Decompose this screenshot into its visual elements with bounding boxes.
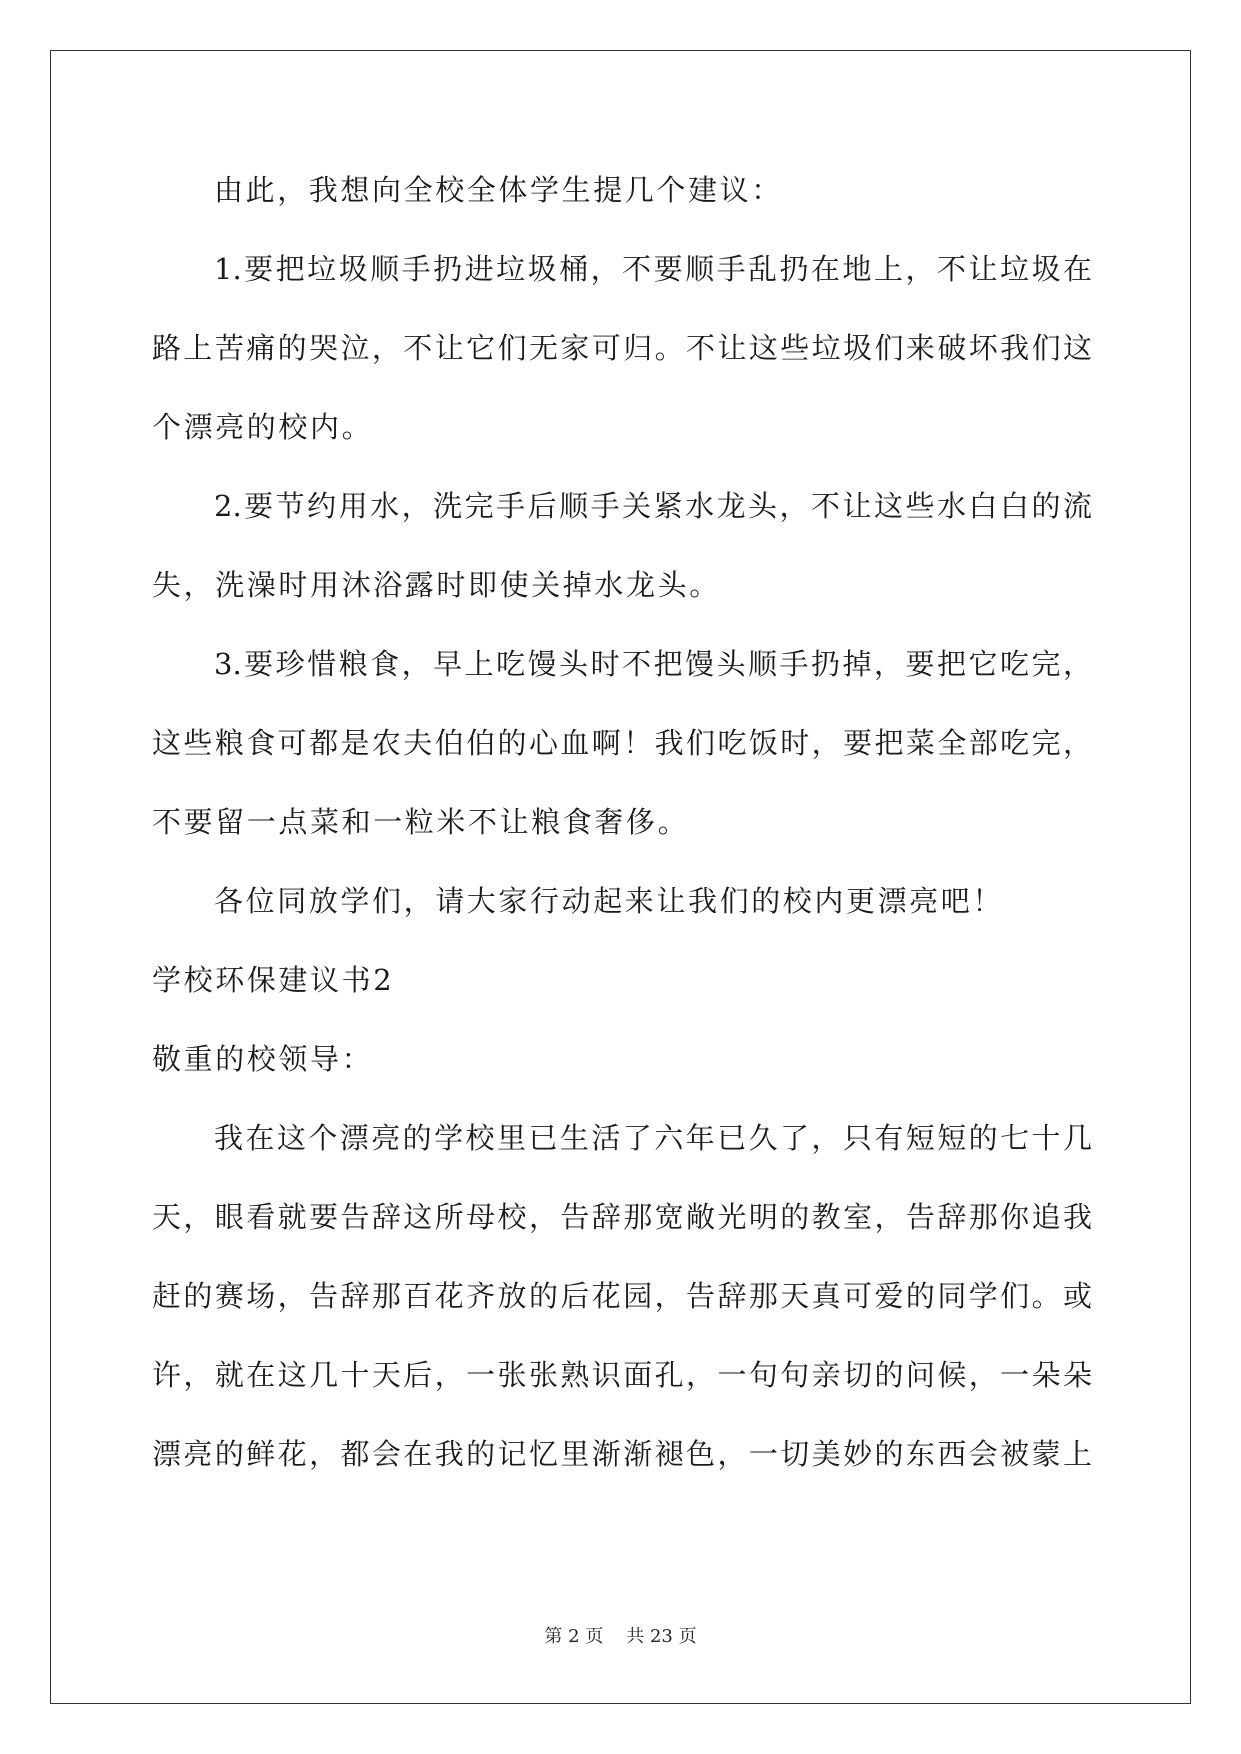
section-heading: 学校环保建议书2 xyxy=(152,963,395,997)
paragraph-letter-line-1: 我在这个漂亮的学校里已生活了六年已久了，只有短短的七十几 xyxy=(214,1121,1092,1155)
paragraph-suggestion-2-line-1: 2.要节约用水，洗完手后顺手关紧水龙头，不让这些水白白的流 xyxy=(214,489,1092,523)
salutation: 敬重的校领导： xyxy=(152,1042,374,1076)
paragraph-letter-line-2: 天，眼看就要告辞这所母校，告辞那宽敞光明的教室，告辞那你追我 xyxy=(152,1200,1092,1234)
paragraph-suggestion-intro: 由此，我想向全校全体学生提几个建议： xyxy=(214,173,783,207)
page-footer xyxy=(0,1625,1241,1649)
paragraph-suggestion-3-line-2: 这些粮食可都是农夫伯伯的心血啊！我们吃饭时，要把菜全部吃完， xyxy=(152,726,1092,760)
paragraph-letter-line-3: 赶的赛场，告辞那百花齐放的后花园，告辞那天真可爱的同学们。或 xyxy=(152,1279,1092,1313)
page-number: 第 2 页 xyxy=(544,1626,604,1647)
paragraph-letter-line-4: 许，就在这几十天后，一张张熟识面孔，一句句亲切的问候，一朵朵 xyxy=(152,1358,1092,1392)
document-body xyxy=(152,170,1092,1474)
paragraph-suggestion-1-line-2: 路上苦痛的哭泣，不让它们无家可归。不让这些垃圾们来破坏我们这 xyxy=(152,331,1092,365)
paragraph-suggestion-1-line-1: 1.要把垃圾顺手扔进垃圾桶，不要顺手乱扔在地上，不让垃圾在 xyxy=(214,252,1092,286)
paragraph-suggestion-1-line-3: 个漂亮的校内。 xyxy=(152,410,374,444)
paragraph-suggestion-3-line-1: 3.要珍惜粮食，早上吃馒头时不把馒头顺手扔掉，要把它吃完， xyxy=(214,647,1092,681)
paragraph-suggestion-3-line-3: 不要留一点菜和一粒米不让粮食奢侈。 xyxy=(152,805,690,839)
paragraph-suggestion-2-line-2: 失，洗澡时用沐浴露时即使关掉水龙头。 xyxy=(152,568,721,602)
page-total: 共 23 页 xyxy=(626,1626,697,1647)
paragraph-letter-line-5: 漂亮的鲜花，都会在我的记忆里渐渐褪色，一切美妙的东西会被蒙上 xyxy=(152,1437,1092,1471)
paragraph-closing-appeal: 各位同放学们，请大家行动起来让我们的校内更漂亮吧！ xyxy=(214,884,1005,918)
